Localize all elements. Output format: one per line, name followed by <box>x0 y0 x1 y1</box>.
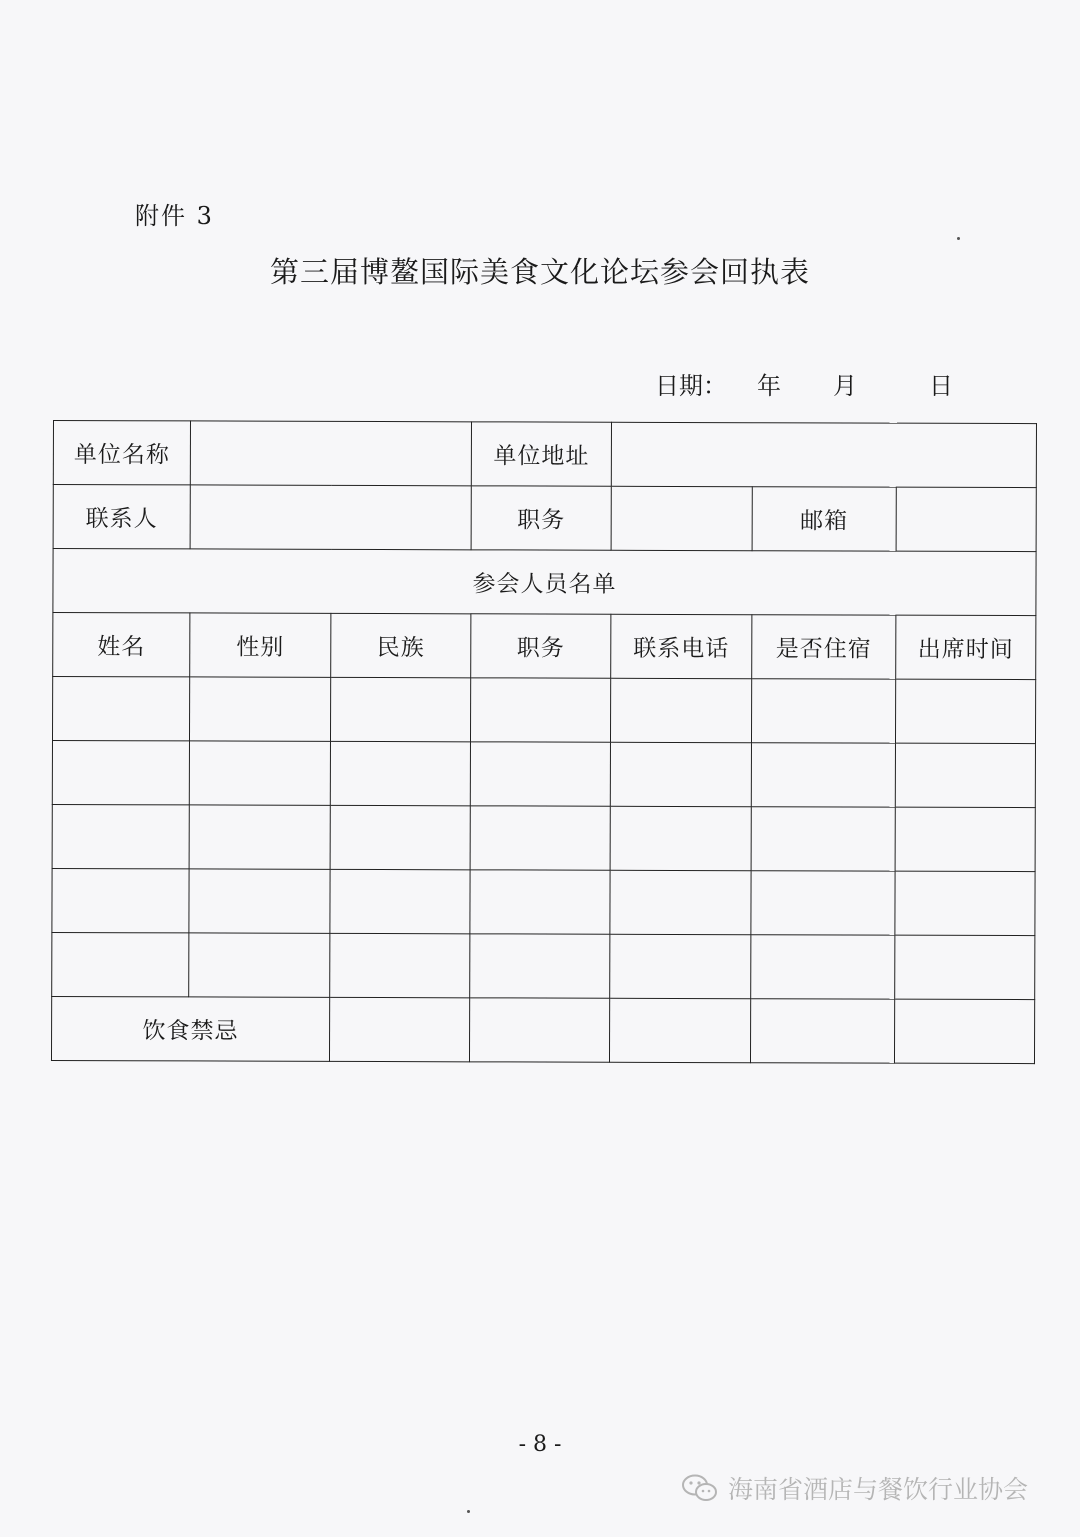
attendee-cell[interactable] <box>751 871 895 935</box>
attendee-cell[interactable] <box>610 870 751 934</box>
position-field[interactable] <box>611 486 752 550</box>
attendee-cell[interactable] <box>52 677 189 741</box>
watermark-text: 海南省酒店与餐饮行业协会 <box>728 1475 1029 1504</box>
column-header-name: 姓名 <box>53 613 190 677</box>
attendee-cell[interactable] <box>52 741 189 805</box>
attendee-cell[interactable] <box>470 678 610 742</box>
attendee-cell[interactable] <box>189 869 330 933</box>
scan-speck <box>467 1510 470 1513</box>
attendee-cell[interactable] <box>189 933 330 997</box>
attendee-cell[interactable] <box>895 679 1035 743</box>
column-header-ethnicity: 民族 <box>331 613 471 677</box>
position-label: 职务 <box>471 486 611 550</box>
attendee-cell[interactable] <box>330 677 470 741</box>
attendee-cell[interactable] <box>610 678 751 742</box>
unit-address-label: 单位地址 <box>471 422 611 486</box>
attachment-label: 附件 3 <box>135 202 214 230</box>
watermark <box>680 1470 1028 1506</box>
contact-label: 联系人 <box>53 485 190 549</box>
page-title: 第三届博鳌国际美食文化论坛参会回执表 <box>269 255 810 289</box>
column-header-lodging: 是否住宿 <box>752 615 896 679</box>
attendee-cell[interactable] <box>751 935 895 999</box>
dietary-cell[interactable] <box>750 999 894 1063</box>
unit-row <box>53 421 1036 488</box>
attendee-row <box>52 804 1035 871</box>
attendee-row <box>52 932 1035 999</box>
attendee-cell[interactable] <box>895 935 1035 999</box>
attendee-cell[interactable] <box>895 807 1035 871</box>
attendee-section-label: 参会人员名单 <box>53 549 1036 616</box>
page-number: - 8 - <box>518 1432 562 1457</box>
registration-form <box>51 420 1037 1064</box>
unit-name-label: 单位名称 <box>53 421 190 485</box>
attendee-cell[interactable] <box>52 804 189 868</box>
column-header-phone: 联系电话 <box>611 614 752 678</box>
attendee-cell[interactable] <box>330 805 470 869</box>
attendee-cell[interactable] <box>189 677 330 741</box>
contact-row <box>53 485 1036 552</box>
email-field[interactable] <box>896 487 1036 551</box>
date-day: 日 <box>929 372 953 400</box>
attendee-cell[interactable] <box>610 742 751 806</box>
attendee-cell[interactable] <box>751 743 895 807</box>
wechat-icon <box>680 1473 720 1503</box>
unit-address-field[interactable] <box>611 422 1036 487</box>
column-header-attendance-time: 出席时间 <box>896 615 1036 679</box>
attendee-cell[interactable] <box>189 805 330 869</box>
attendee-cell[interactable] <box>470 870 610 934</box>
attendee-cell[interactable] <box>330 869 470 933</box>
dietary-row <box>51 996 1034 1063</box>
scan-speck <box>957 237 960 240</box>
email-label: 邮箱 <box>752 487 896 551</box>
attendee-cell[interactable] <box>895 743 1035 807</box>
dietary-cell[interactable] <box>894 999 1034 1063</box>
attendee-cell[interactable] <box>751 807 895 871</box>
attendee-cell[interactable] <box>52 932 189 996</box>
attendee-cell[interactable] <box>610 806 751 870</box>
attendee-cell[interactable] <box>751 679 895 743</box>
unit-name-field[interactable] <box>190 421 471 486</box>
date-line <box>655 366 953 401</box>
attendee-cell[interactable] <box>470 934 610 998</box>
contact-field[interactable] <box>190 485 471 550</box>
attendee-cell[interactable] <box>52 868 189 932</box>
dietary-cell[interactable] <box>329 997 469 1061</box>
attendee-row <box>52 677 1035 744</box>
date-year: 年 <box>757 372 781 400</box>
attendee-cell[interactable] <box>610 934 751 998</box>
dietary-label: 饮食禁忌 <box>51 996 329 1061</box>
attendee-cell[interactable] <box>189 741 330 805</box>
attendee-row <box>52 868 1035 935</box>
column-header-position: 职务 <box>471 614 611 678</box>
dietary-cell[interactable] <box>469 998 609 1062</box>
dietary-cell[interactable] <box>609 998 750 1062</box>
date-label: 日期： <box>655 372 727 400</box>
attendee-cell[interactable] <box>470 742 610 806</box>
header-row <box>53 613 1036 680</box>
attendee-cell[interactable] <box>330 741 470 805</box>
section-row <box>53 549 1036 616</box>
attendee-cell[interactable] <box>470 806 610 870</box>
attendee-cell[interactable] <box>330 933 470 997</box>
date-month: 月 <box>833 372 857 400</box>
column-header-gender: 性别 <box>190 613 331 677</box>
attendee-row <box>52 741 1035 808</box>
attendee-cell[interactable] <box>895 871 1035 935</box>
